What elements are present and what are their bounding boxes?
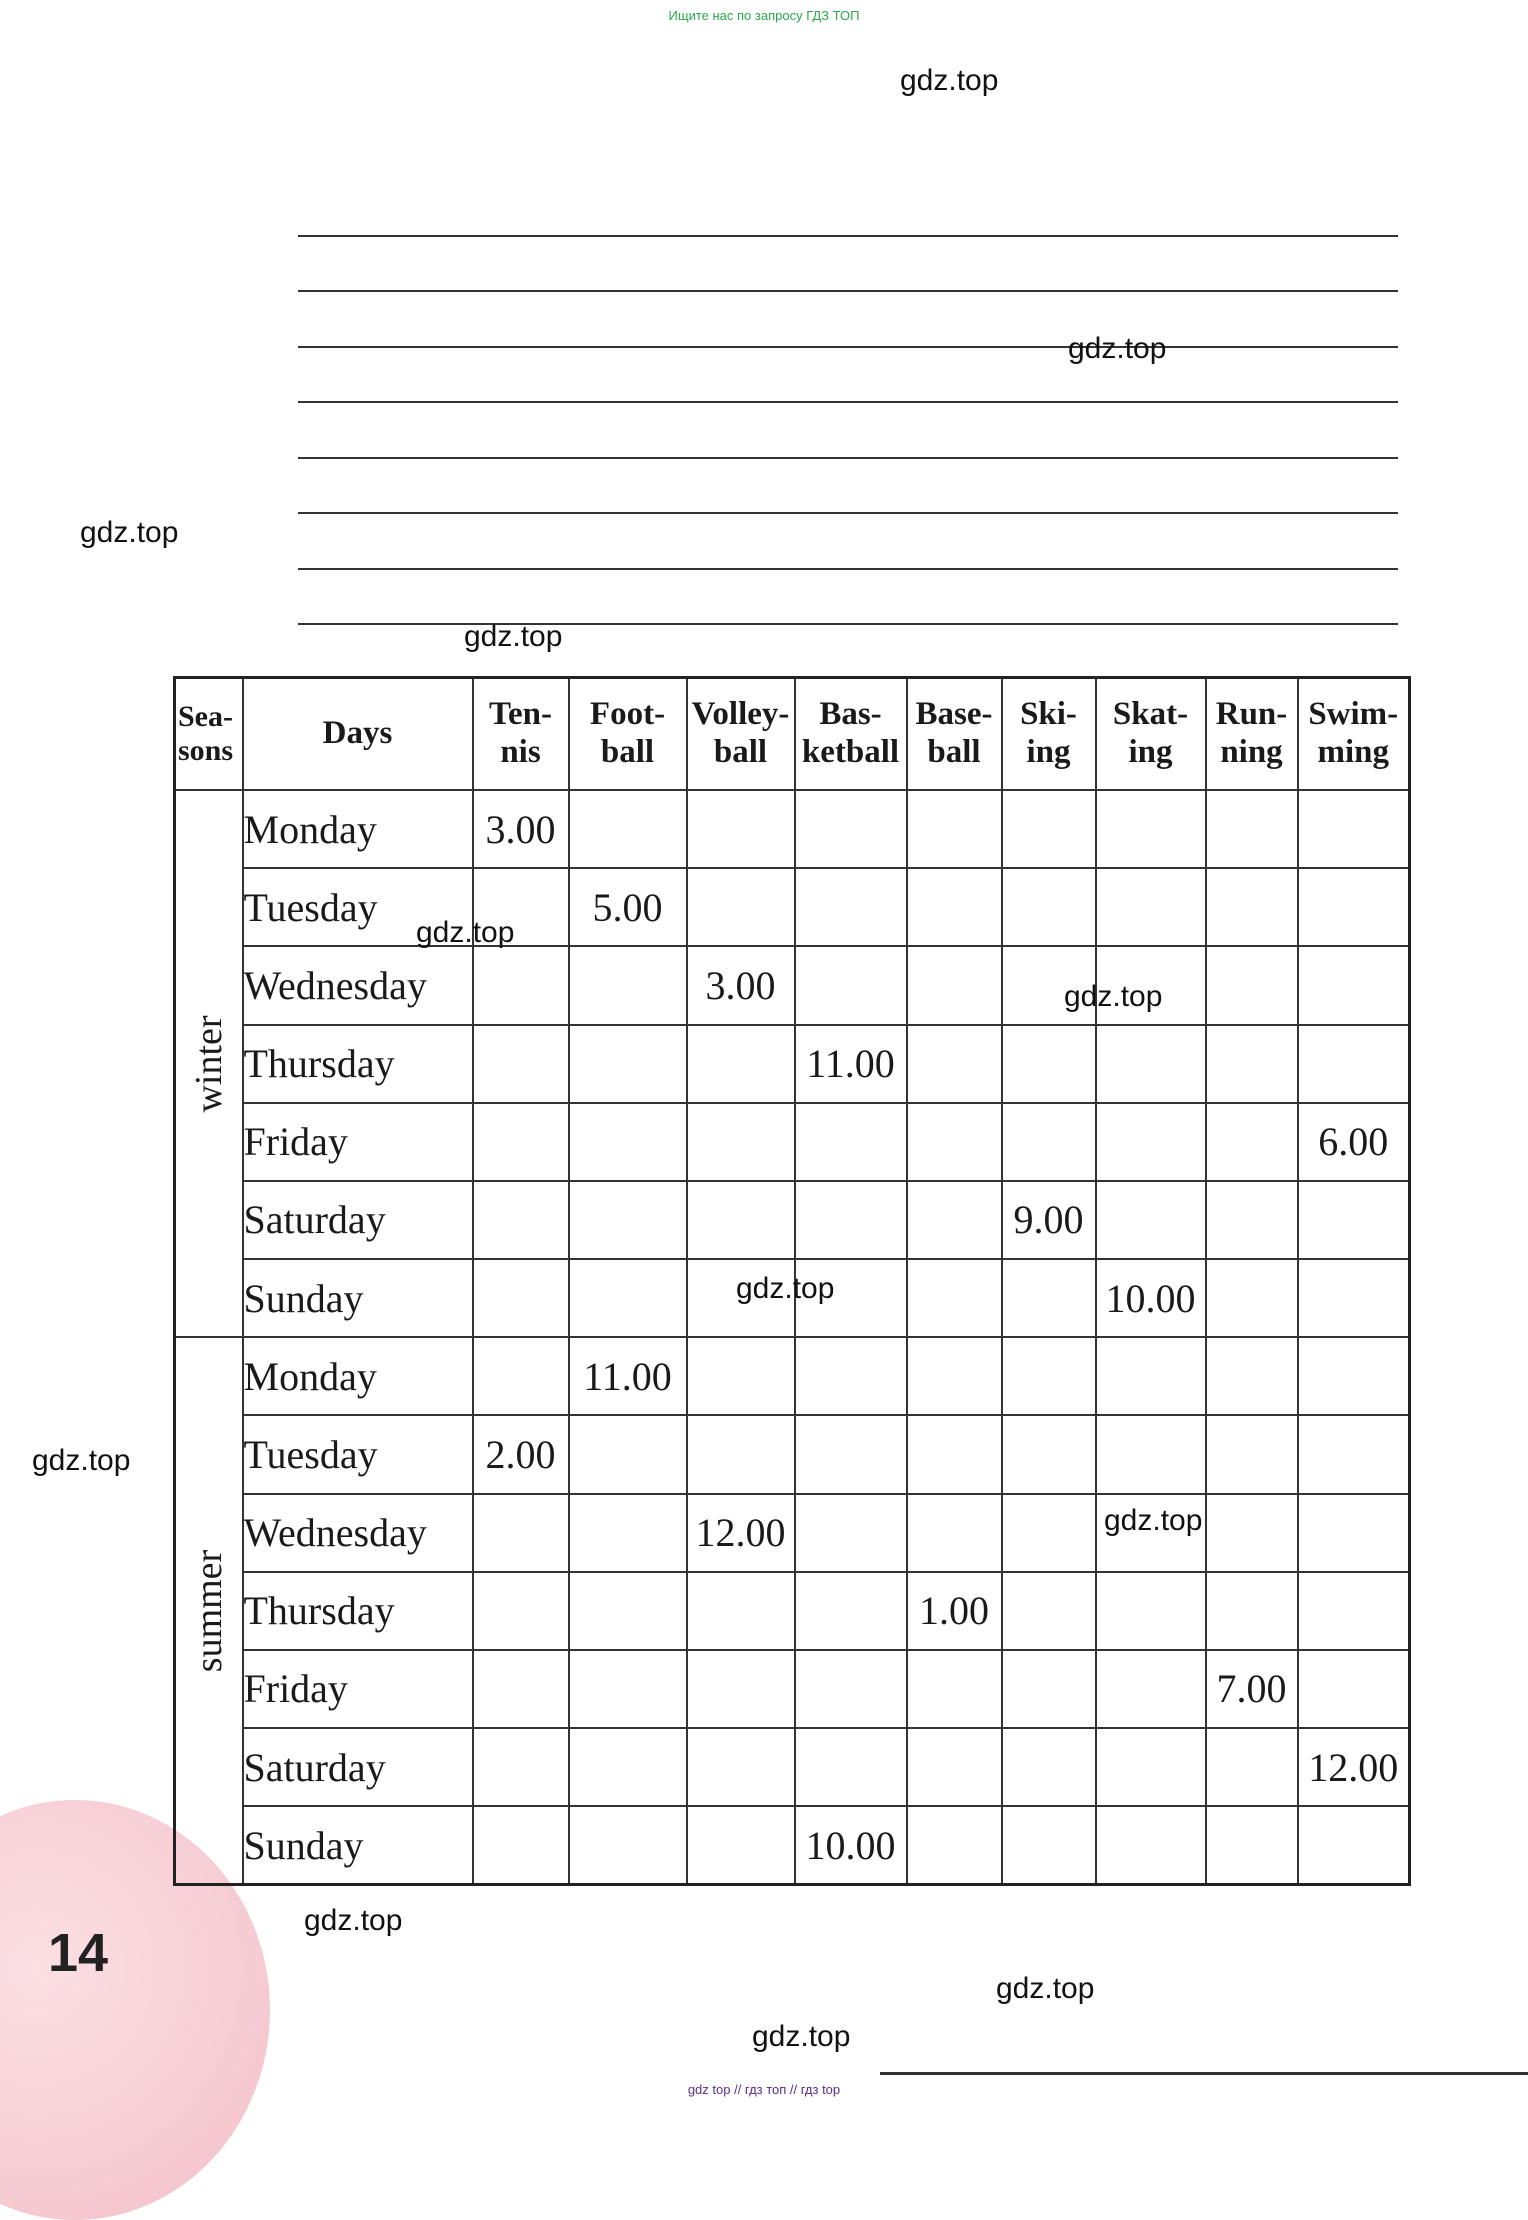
time-cell — [1298, 1259, 1410, 1337]
time-cell: 12.00 — [1298, 1728, 1410, 1806]
time-cell — [687, 1181, 795, 1259]
time-cell — [1206, 1103, 1298, 1181]
day-cell: Tuesday — [243, 1415, 473, 1493]
time-cell: 6.00 — [1298, 1103, 1410, 1181]
time-cell — [687, 790, 795, 868]
header-running: Run- ning — [1206, 678, 1298, 791]
time-cell — [907, 1103, 1002, 1181]
time-cell — [795, 1494, 907, 1572]
day-cell: Sunday — [243, 1259, 473, 1337]
time-cell — [1002, 1415, 1096, 1493]
time-cell — [1002, 790, 1096, 868]
time-cell — [1206, 1572, 1298, 1650]
time-cell — [907, 790, 1002, 868]
time-cell — [1096, 1025, 1206, 1103]
day-cell: Friday — [243, 1103, 473, 1181]
header-tennis: Ten- nis — [473, 678, 569, 791]
time-cell — [687, 1337, 795, 1415]
time-cell — [1096, 1806, 1206, 1884]
time-cell — [1298, 1415, 1410, 1493]
watermark: gdz.top — [1064, 980, 1163, 1013]
time-cell — [687, 1572, 795, 1650]
time-cell — [907, 1259, 1002, 1337]
header-seasons: Sea- sons — [175, 678, 243, 791]
time-cell — [795, 1337, 907, 1415]
time-cell — [1298, 1337, 1410, 1415]
time-cell — [687, 1728, 795, 1806]
time-cell — [1298, 1806, 1410, 1884]
watermark: gdz.top — [996, 1972, 1095, 2005]
header-baseball: Base- ball — [907, 678, 1002, 791]
time-cell: 7.00 — [1206, 1650, 1298, 1728]
time-cell — [1096, 1650, 1206, 1728]
time-cell: 5.00 — [569, 868, 687, 946]
time-cell — [907, 1728, 1002, 1806]
time-cell — [1206, 790, 1298, 868]
writing-line — [298, 235, 1398, 237]
season-label: summer — [187, 1549, 230, 1672]
time-cell — [1298, 790, 1410, 868]
bottom-rule — [880, 2072, 1528, 2075]
table-row — [175, 1806, 1410, 1884]
time-cell — [1096, 1415, 1206, 1493]
time-cell — [473, 1650, 569, 1728]
time-cell — [687, 1806, 795, 1884]
time-cell — [569, 1025, 687, 1103]
time-cell — [1096, 1728, 1206, 1806]
time-cell — [1096, 790, 1206, 868]
writing-line — [298, 457, 1398, 459]
day-cell: Thursday — [243, 1572, 473, 1650]
time-cell — [569, 1728, 687, 1806]
time-cell — [569, 1103, 687, 1181]
day-cell: Tuesday — [243, 868, 473, 946]
time-cell — [1206, 1181, 1298, 1259]
time-cell: 11.00 — [569, 1337, 687, 1415]
header-row — [175, 678, 1410, 791]
time-cell — [1206, 1806, 1298, 1884]
time-cell — [1206, 1337, 1298, 1415]
time-cell — [1002, 1806, 1096, 1884]
day-cell: Wednesday — [243, 946, 473, 1024]
time-cell — [1002, 1337, 1096, 1415]
writing-line — [298, 290, 1398, 292]
time-cell — [569, 1494, 687, 1572]
table-row — [175, 946, 1410, 1024]
writing-line — [298, 346, 1398, 348]
time-cell — [569, 1181, 687, 1259]
table-row — [175, 1728, 1410, 1806]
time-cell: 10.00 — [1096, 1259, 1206, 1337]
watermark: gdz.top — [416, 916, 515, 949]
time-cell: 1.00 — [907, 1572, 1002, 1650]
time-cell — [1002, 1572, 1096, 1650]
time-cell — [1096, 1181, 1206, 1259]
table-row — [175, 1337, 1410, 1415]
time-cell — [907, 1650, 1002, 1728]
time-cell — [795, 1728, 907, 1806]
day-cell: Thursday — [243, 1025, 473, 1103]
time-cell — [569, 1259, 687, 1337]
time-cell — [907, 868, 1002, 946]
time-cell: 3.00 — [473, 790, 569, 868]
day-cell: Monday — [243, 1337, 473, 1415]
header-basketball: Bas- ketball — [795, 678, 907, 791]
table-row — [175, 1415, 1410, 1493]
time-cell: 2.00 — [473, 1415, 569, 1493]
time-cell — [1002, 1494, 1096, 1572]
time-cell — [1206, 1728, 1298, 1806]
time-cell — [1206, 1025, 1298, 1103]
time-cell: 3.00 — [687, 946, 795, 1024]
time-cell — [473, 1025, 569, 1103]
table-row — [175, 1025, 1410, 1103]
header-days: Days — [243, 678, 473, 791]
day-cell: Saturday — [243, 1181, 473, 1259]
table-row — [175, 1494, 1410, 1572]
time-cell — [687, 1415, 795, 1493]
watermark: gdz.top — [304, 1904, 403, 1937]
time-cell — [1002, 1103, 1096, 1181]
time-cell — [795, 790, 907, 868]
time-cell — [473, 1728, 569, 1806]
writing-line — [298, 512, 1398, 514]
header-swimming: Swim- ming — [1298, 678, 1410, 791]
time-cell — [569, 1806, 687, 1884]
watermark: gdz.top — [80, 516, 179, 549]
time-cell — [907, 1025, 1002, 1103]
time-cell — [795, 868, 907, 946]
time-cell — [1096, 1337, 1206, 1415]
watermark: gdz.top — [1068, 332, 1167, 365]
header-skating: Skat- ing — [1096, 678, 1206, 791]
time-cell — [687, 868, 795, 946]
time-cell — [1096, 1572, 1206, 1650]
time-cell — [473, 1337, 569, 1415]
day-cell: Sunday — [243, 1806, 473, 1884]
time-cell — [1002, 1728, 1096, 1806]
season-cell — [175, 790, 243, 1337]
time-cell — [569, 790, 687, 868]
time-cell — [473, 1494, 569, 1572]
season-label: winter — [187, 1015, 230, 1113]
time-cell: 11.00 — [795, 1025, 907, 1103]
time-cell — [1096, 1103, 1206, 1181]
time-cell — [795, 946, 907, 1024]
time-cell — [795, 1181, 907, 1259]
day-cell: Monday — [243, 790, 473, 868]
day-cell: Wednesday — [243, 1494, 473, 1572]
time-cell — [1298, 1494, 1410, 1572]
writing-line — [298, 623, 1398, 625]
season-cell — [175, 1337, 243, 1884]
table-row — [175, 790, 1410, 868]
time-cell: 9.00 — [1002, 1181, 1096, 1259]
time-cell — [1206, 1415, 1298, 1493]
time-cell — [907, 1415, 1002, 1493]
watermark: gdz.top — [900, 64, 999, 97]
time-cell — [907, 946, 1002, 1024]
time-cell: 10.00 — [795, 1806, 907, 1884]
time-cell — [569, 1415, 687, 1493]
time-cell — [1298, 946, 1410, 1024]
watermark: gdz.top — [464, 620, 563, 653]
table-row — [175, 1103, 1410, 1181]
time-cell — [1002, 1650, 1096, 1728]
table-row — [175, 1572, 1410, 1650]
writing-line — [298, 568, 1398, 570]
time-cell — [687, 1103, 795, 1181]
time-cell — [569, 946, 687, 1024]
time-cell — [907, 1337, 1002, 1415]
time-cell — [1298, 1181, 1410, 1259]
watermark: gdz.top — [1104, 1504, 1203, 1537]
time-cell — [795, 1415, 907, 1493]
time-cell — [1002, 1259, 1096, 1337]
top-banner[interactable]: Ищите нас по запросу ГДЗ ТОП — [668, 8, 860, 23]
day-cell: Friday — [243, 1650, 473, 1728]
time-cell — [687, 1025, 795, 1103]
time-cell — [473, 1103, 569, 1181]
day-cell: Saturday — [243, 1728, 473, 1806]
time-cell — [795, 1650, 907, 1728]
writing-line — [298, 401, 1398, 403]
table-row — [175, 868, 1410, 946]
time-cell: 12.00 — [687, 1494, 795, 1572]
time-cell — [907, 1181, 1002, 1259]
time-cell — [473, 946, 569, 1024]
watermark: gdz.top — [752, 2020, 851, 2053]
time-cell — [1206, 868, 1298, 946]
time-cell — [1206, 946, 1298, 1024]
time-cell — [473, 1806, 569, 1884]
table-row — [175, 1181, 1410, 1259]
time-cell — [1298, 1572, 1410, 1650]
time-cell — [1298, 868, 1410, 946]
time-cell — [473, 1259, 569, 1337]
time-cell — [569, 1572, 687, 1650]
time-cell — [1002, 1025, 1096, 1103]
watermark: gdz.top — [32, 1444, 131, 1477]
time-cell — [687, 1650, 795, 1728]
time-cell — [1298, 1025, 1410, 1103]
page-number: 14 — [48, 1923, 109, 1983]
header-football: Foot- ball — [569, 678, 687, 791]
time-cell — [569, 1650, 687, 1728]
time-cell — [1206, 1494, 1298, 1572]
schedule-body — [175, 790, 1410, 1885]
time-cell — [907, 1806, 1002, 1884]
time-cell — [907, 1494, 1002, 1572]
watermark: gdz.top — [736, 1272, 835, 1305]
time-cell — [1096, 868, 1206, 946]
time-cell — [795, 1572, 907, 1650]
time-cell — [1206, 1259, 1298, 1337]
header-skiing: Ski- ing — [1002, 678, 1096, 791]
table-row — [175, 1650, 1410, 1728]
bottom-links[interactable]: gdz top // гдз топ // гдз top — [687, 2082, 841, 2097]
time-cell — [473, 1572, 569, 1650]
time-cell — [473, 1181, 569, 1259]
time-cell — [1298, 1650, 1410, 1728]
header-volleyball: Volley- ball — [687, 678, 795, 791]
time-cell — [1002, 868, 1096, 946]
time-cell — [795, 1103, 907, 1181]
